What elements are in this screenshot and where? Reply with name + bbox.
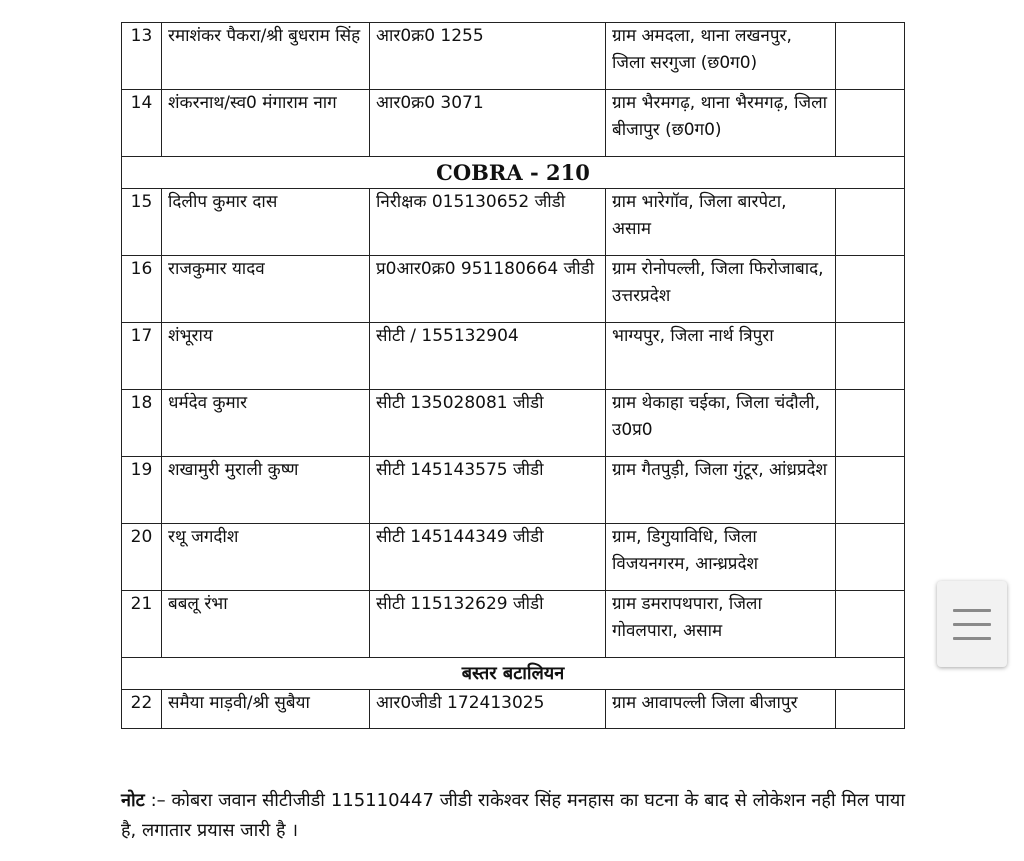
note-text: :– कोबरा जवान सीटीजीडी 115110447 जीडी राकेश्वर सिंह मनहास का घटना के बाद से लोकेशन नही मिल पाया है, लगातार प्रयास जारी है । <box>121 790 905 841</box>
empty-cell <box>836 591 905 658</box>
empty-cell <box>836 457 905 524</box>
serial-number: 15 <box>122 189 162 256</box>
serial-number: 16 <box>122 256 162 323</box>
person-name: शंकरनाथ/स्व0 मंगाराम नाग <box>162 90 370 157</box>
home-address: ग्राम रोनोपल्ली, जिला फिरोजाबाद, उत्तरप्रदेश <box>606 256 836 323</box>
service-number: आर0क्र0 3071 <box>370 90 606 157</box>
home-address: ग्राम भैरमगढ़, थाना भैरमगढ़, जिला बीजापुर (छ0ग0) <box>606 90 836 157</box>
service-number: सीटी 115132629 जीडी <box>370 591 606 658</box>
home-address: भाग्यपुर, जिला नार्थ त्रिपुरा <box>606 323 836 390</box>
service-number: सीटी / 155132904 <box>370 323 606 390</box>
section-heading-row <box>122 658 905 690</box>
serial-number: 17 <box>122 323 162 390</box>
service-number: प्र0आर0क्र0 951180664 जीडी <box>370 256 606 323</box>
person-name: रमाशंकर पैकरा/श्री बुधराम सिंह <box>162 23 370 90</box>
serial-number: 13 <box>122 23 162 90</box>
home-address: ग्राम भारेगॉव, जिला बारपेटा, असाम <box>606 189 836 256</box>
empty-cell <box>836 524 905 591</box>
person-name: धर्मदेव कुमार <box>162 390 370 457</box>
service-number: सीटी 145143575 जीडी <box>370 457 606 524</box>
table-row <box>122 189 905 256</box>
hamburger-menu-icon[interactable] <box>937 581 1007 667</box>
table-row <box>122 690 905 729</box>
note-paragraph <box>121 786 905 846</box>
service-number: सीटी 135028081 जीडी <box>370 390 606 457</box>
table-row <box>122 23 905 90</box>
roster-table <box>121 22 905 729</box>
person-name: बबलू रंभा <box>162 591 370 658</box>
empty-cell <box>836 323 905 390</box>
section-heading-cobra: COBRA - 210 <box>122 157 905 189</box>
service-number: आर0जीडी 172413025 <box>370 690 606 729</box>
person-name: समैया माड़वी/श्री सुबैया <box>162 690 370 729</box>
service-number: सीटी 145144349 जीडी <box>370 524 606 591</box>
table-row <box>122 591 905 658</box>
person-name: दिलीप कुमार दास <box>162 189 370 256</box>
person-name: शंभूराय <box>162 323 370 390</box>
empty-cell <box>836 23 905 90</box>
serial-number: 14 <box>122 90 162 157</box>
person-name: शखामुरी मुराली कुष्ण <box>162 457 370 524</box>
table-row <box>122 457 905 524</box>
table-row <box>122 90 905 157</box>
home-address: ग्राम डमरापथपारा, जिला गोवलपारा, असाम <box>606 591 836 658</box>
service-number: निरीक्षक 015130652 जीडी <box>370 189 606 256</box>
serial-number: 18 <box>122 390 162 457</box>
table-row <box>122 323 905 390</box>
home-address: ग्राम आवापल्ली जिला बीजापुर <box>606 690 836 729</box>
serial-number: 19 <box>122 457 162 524</box>
home-address: ग्राम गैतपुड़ी, जिला गुंटूर, आंध्रप्रदेश <box>606 457 836 524</box>
table-row <box>122 256 905 323</box>
empty-cell <box>836 90 905 157</box>
note-label: नोट <box>121 790 145 811</box>
section-heading-bastar: बस्तर बटालियन <box>122 658 905 690</box>
person-name: रथू जगदीश <box>162 524 370 591</box>
empty-cell <box>836 256 905 323</box>
serial-number: 22 <box>122 690 162 729</box>
empty-cell <box>836 390 905 457</box>
table-row <box>122 390 905 457</box>
home-address: ग्राम थेकाहा चईका, जिला चंदौली, उ0प्र0 <box>606 390 836 457</box>
home-address: ग्राम, डिगुयाविधि, जिला विजयनगरम, आन्ध्रप्रदेश <box>606 524 836 591</box>
person-name: राजकुमार यादव <box>162 256 370 323</box>
serial-number: 21 <box>122 591 162 658</box>
service-number: आर0क्र0 1255 <box>370 23 606 90</box>
empty-cell <box>836 189 905 256</box>
table-row <box>122 524 905 591</box>
empty-cell <box>836 690 905 729</box>
section-heading-row <box>122 157 905 189</box>
home-address: ग्राम अमदला, थाना लखनपुर, जिला सरगुजा (छ0ग0) <box>606 23 836 90</box>
serial-number: 20 <box>122 524 162 591</box>
